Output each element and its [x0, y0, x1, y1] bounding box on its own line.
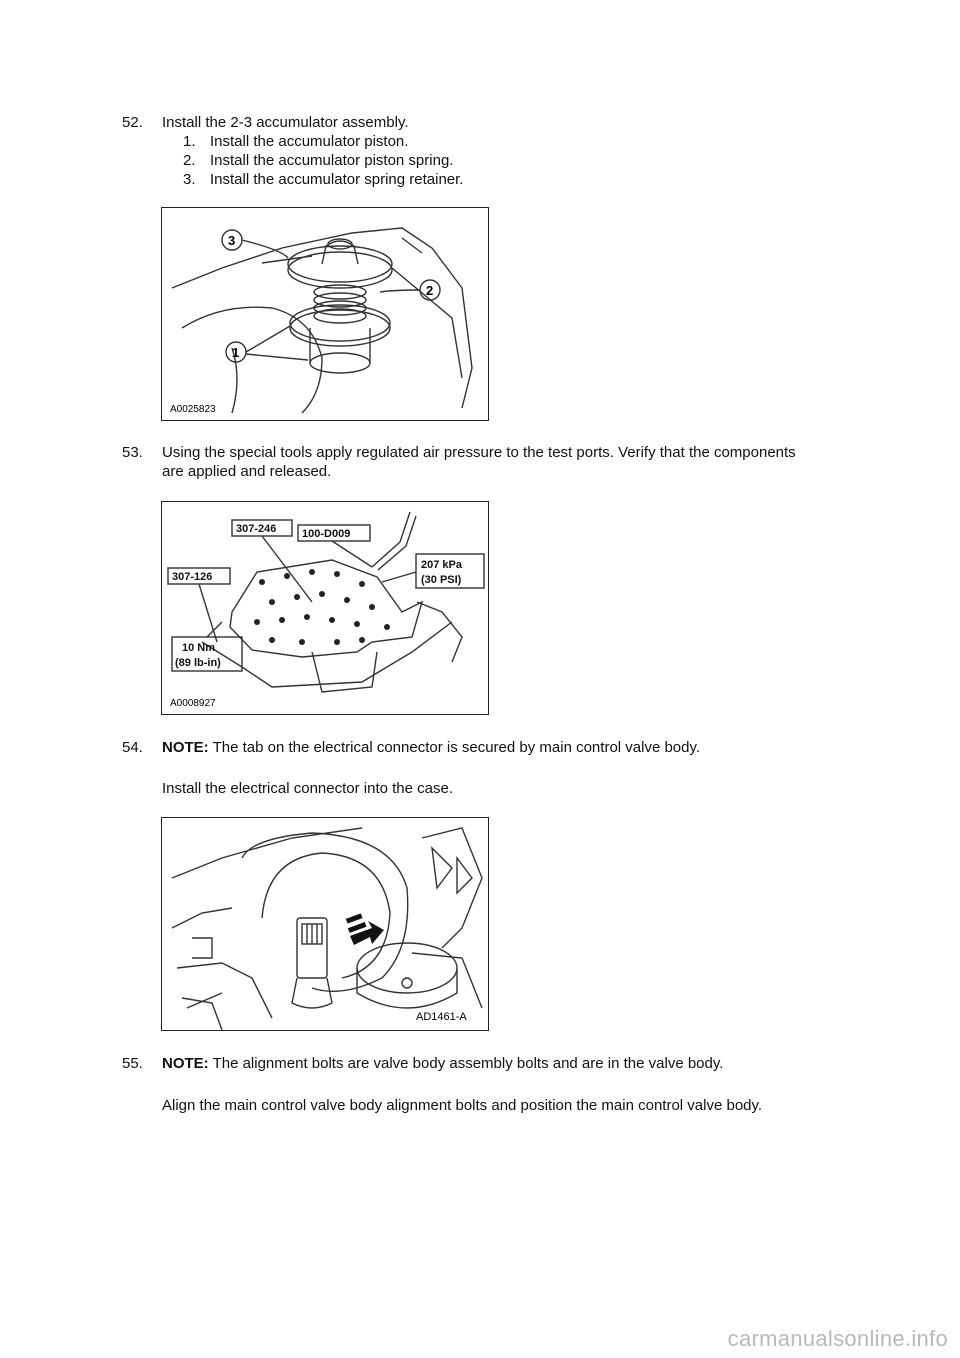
step-number: 53. [122, 444, 143, 461]
step-text-line1: Using the special tools apply regulated air pressure to the test ports. Verify that the components [162, 444, 796, 461]
connector-illustration [162, 818, 488, 1030]
tool-label-100-d009: 100-D009 [302, 528, 351, 540]
step-note [162, 738, 700, 757]
tool-label-307-246: 307-246 [236, 523, 277, 535]
substep-number: 2. [183, 152, 196, 169]
substep-text: Install the accumulator spring retainer. [210, 171, 464, 188]
note-label: NOTE: [162, 1055, 209, 1072]
figure-id: A0025823 [170, 404, 216, 415]
step-text: Align the main control valve body alignment bolts and position the main control valve body. [162, 1097, 763, 1114]
figure-electrical-connector [161, 817, 489, 1031]
figure-air-pressure [161, 501, 489, 715]
torque-nm: 10 Nm [182, 642, 216, 654]
pressure-psi: (30 PSI) [421, 574, 462, 586]
callout-3: 3 [228, 233, 236, 248]
pressure-kpa: 207 kPa [421, 559, 462, 571]
step-note [162, 1054, 723, 1073]
watermark: carmanualsonline.info [727, 1326, 948, 1351]
step-text: Install the electrical connector into the case. [162, 780, 453, 797]
tool-label-307-126: 307-126 [172, 571, 213, 583]
note-label: NOTE: [162, 739, 209, 756]
step-number: 52. [122, 114, 143, 131]
substep-text: Install the accumulator piston. [210, 133, 409, 150]
torque-lb-in: (89 lb-in) [175, 657, 221, 669]
step-text-line2: are applied and released. [162, 463, 332, 480]
step-number: 55. [122, 1055, 143, 1072]
accumulator-illustration [162, 208, 488, 420]
air-pressure-illustration [162, 502, 488, 714]
figure-accumulator [161, 207, 489, 421]
substep-text: Install the accumulator piston spring. [210, 152, 454, 169]
note-text: The alignment bolts are valve body assembly bolts and are in the valve body. [208, 1055, 724, 1072]
callout-1: 1 [232, 345, 240, 360]
note-text: The tab on the electrical connector is secured by main control valve body. [208, 739, 701, 756]
figure-id: AD1461-A [416, 1011, 467, 1023]
step-number: 54. [122, 739, 143, 756]
substep-number: 1. [183, 133, 196, 150]
substep-number: 3. [183, 171, 196, 188]
callout-2: 2 [426, 283, 434, 298]
step-text: Install the 2-3 accumulator assembly. [162, 114, 409, 131]
figure-id: A0008927 [170, 698, 216, 709]
